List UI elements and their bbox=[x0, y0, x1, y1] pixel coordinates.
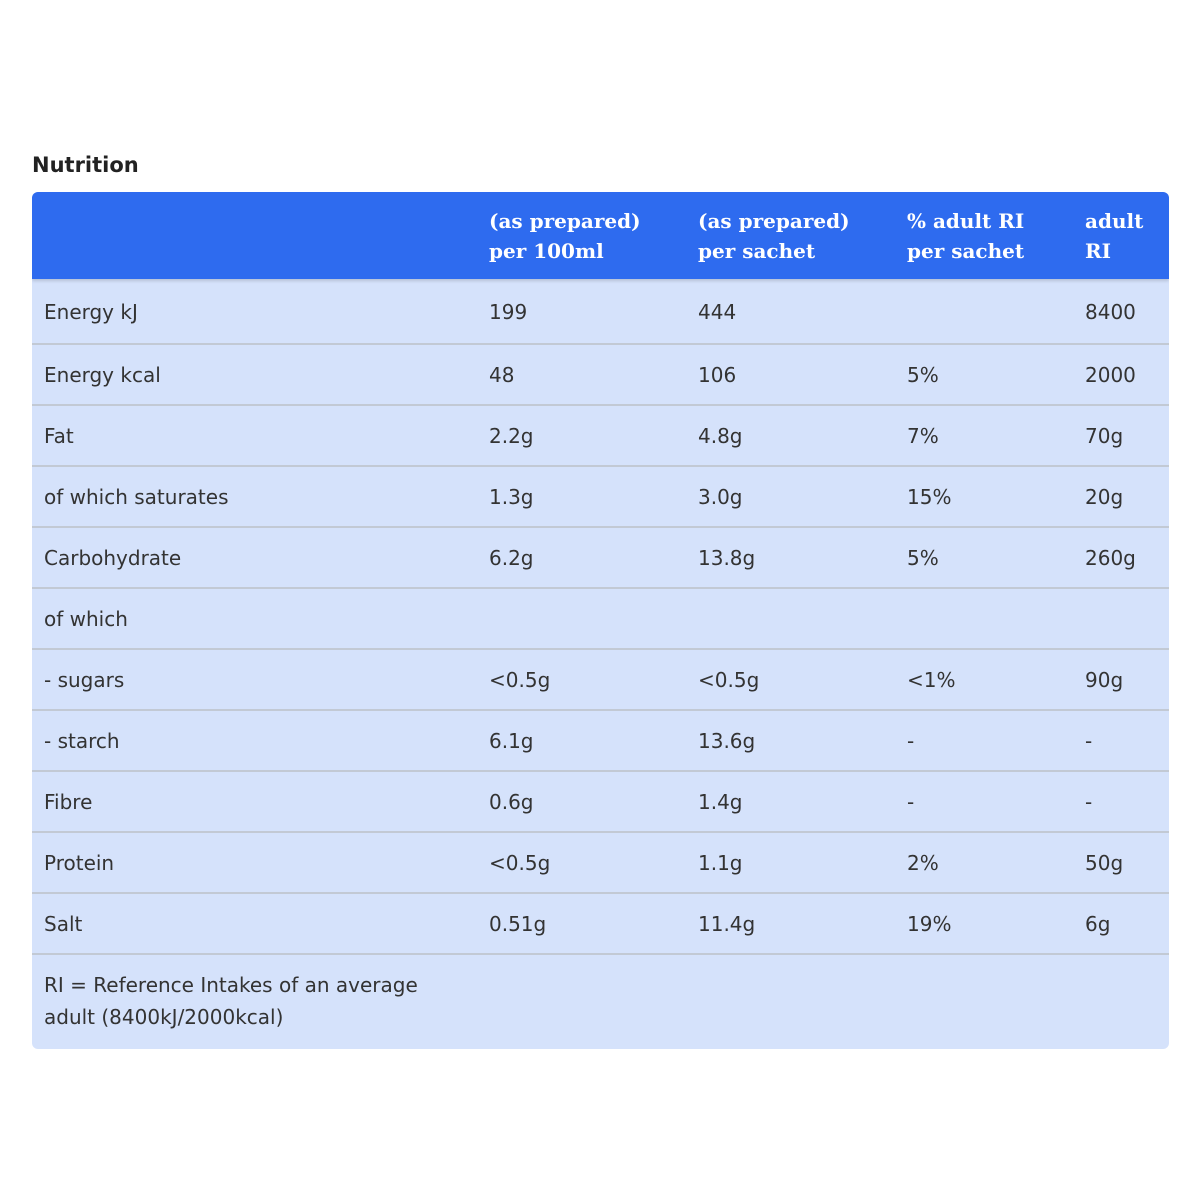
nutrient-name: Salt bbox=[32, 892, 477, 953]
value-per-100ml: 199 bbox=[489, 300, 528, 324]
value-adult-ri: 260g bbox=[1073, 526, 1169, 587]
header-line: % adult RI bbox=[907, 209, 1025, 233]
nutrient-name: of which bbox=[32, 587, 477, 648]
header-cell-adult-ri bbox=[1073, 192, 1169, 279]
value-adult-ri: 2000 bbox=[1073, 343, 1169, 404]
footnote-cell bbox=[32, 953, 477, 1049]
table-row bbox=[32, 343, 1169, 404]
table-row bbox=[32, 465, 1169, 526]
value-per-sachet: 11.4g bbox=[686, 892, 895, 953]
value-per-sachet: 1.4g bbox=[686, 770, 895, 831]
header-cell-per-100ml bbox=[477, 192, 686, 279]
value-per-sachet: 13.8g bbox=[686, 526, 895, 587]
value-per-100ml bbox=[477, 587, 686, 648]
value-percent-ri bbox=[895, 587, 1073, 648]
value-per-100ml: <0.5g bbox=[477, 831, 686, 892]
value-adult-ri: - bbox=[1073, 770, 1169, 831]
table-row bbox=[32, 770, 1169, 831]
header-line: per sachet bbox=[698, 239, 816, 263]
value-percent-ri bbox=[895, 279, 1073, 343]
nutrient-name: Energy kcal bbox=[32, 343, 477, 404]
table-row bbox=[32, 404, 1169, 465]
table-row bbox=[32, 831, 1169, 892]
value-percent-ri: 2% bbox=[895, 831, 1073, 892]
value-per-100ml: 2.2g bbox=[477, 404, 686, 465]
table-row bbox=[32, 526, 1169, 587]
nutrient-name: - starch bbox=[32, 709, 477, 770]
empty-cell bbox=[686, 953, 895, 1049]
value-per-sachet bbox=[686, 587, 895, 648]
value-percent-ri: 7% bbox=[895, 404, 1073, 465]
nutrient-name: - sugars bbox=[32, 648, 477, 709]
table-row bbox=[32, 648, 1169, 709]
value-adult-ri: 6g bbox=[1073, 892, 1169, 953]
value-adult-ri: 50g bbox=[1073, 831, 1169, 892]
value-per-sachet: 1.1g bbox=[686, 831, 895, 892]
value-percent-ri: 19% bbox=[895, 892, 1073, 953]
value-adult-ri: 90g bbox=[1073, 648, 1169, 709]
table-row bbox=[32, 892, 1169, 953]
value-per-100ml: 6.2g bbox=[477, 526, 686, 587]
value-adult-ri bbox=[1073, 587, 1169, 648]
value-per-100ml: 0.6g bbox=[477, 770, 686, 831]
header-cell-percent-ri bbox=[895, 192, 1073, 279]
empty-cell bbox=[477, 953, 686, 1049]
nutrient-name: Protein bbox=[32, 831, 477, 892]
footnote-row bbox=[32, 953, 1169, 1049]
nutrition-table bbox=[32, 192, 1169, 1049]
nutrient-name: Fat bbox=[32, 404, 477, 465]
value-adult-ri: 20g bbox=[1073, 465, 1169, 526]
value-percent-ri: 5% bbox=[895, 343, 1073, 404]
header-line: (as prepared) bbox=[489, 209, 641, 233]
empty-cell bbox=[1073, 953, 1169, 1049]
header-line: per sachet bbox=[907, 239, 1025, 263]
value-per-100ml: 0.51g bbox=[477, 892, 686, 953]
nutrient-name: Energy kJ bbox=[44, 300, 138, 324]
header-line: (as prepared) bbox=[698, 209, 850, 233]
value-percent-ri: - bbox=[895, 709, 1073, 770]
value-per-100ml: 1.3g bbox=[477, 465, 686, 526]
value-adult-ri: - bbox=[1073, 709, 1169, 770]
value-per-100ml: <0.5g bbox=[477, 648, 686, 709]
header-line: per 100ml bbox=[489, 239, 604, 263]
value-per-sachet: 3.0g bbox=[686, 465, 895, 526]
value-percent-ri: 15% bbox=[895, 465, 1073, 526]
value-per-sachet: 106 bbox=[686, 343, 895, 404]
table-body bbox=[32, 279, 1169, 1049]
nutrient-name: Fibre bbox=[32, 770, 477, 831]
value-per-sachet: <0.5g bbox=[686, 648, 895, 709]
value-per-sachet: 4.8g bbox=[686, 404, 895, 465]
ri-footnote: RI = Reference Intakes of an average adult (8400kJ/2000kcal) bbox=[44, 973, 418, 1029]
section-title: Nutrition bbox=[32, 153, 139, 177]
table-row bbox=[32, 709, 1169, 770]
header-row bbox=[32, 192, 1169, 279]
value-adult-ri: 70g bbox=[1073, 404, 1169, 465]
table-row bbox=[32, 587, 1169, 648]
header-cell-nutrient bbox=[32, 192, 477, 279]
value-percent-ri: <1% bbox=[895, 648, 1073, 709]
nutrient-name: Carbohydrate bbox=[32, 526, 477, 587]
table-row bbox=[32, 279, 1169, 343]
value-per-sachet: 444 bbox=[698, 300, 737, 324]
value-adult-ri: 8400 bbox=[1085, 300, 1136, 324]
value-percent-ri: - bbox=[895, 770, 1073, 831]
value-per-sachet: 13.6g bbox=[686, 709, 895, 770]
value-per-100ml: 48 bbox=[477, 343, 686, 404]
header-cell-per-sachet bbox=[686, 192, 895, 279]
value-per-100ml: 6.1g bbox=[477, 709, 686, 770]
header-line: RI bbox=[1085, 239, 1111, 263]
header-line: adult bbox=[1085, 209, 1144, 233]
table-header bbox=[32, 192, 1169, 279]
value-percent-ri: 5% bbox=[895, 526, 1073, 587]
empty-cell bbox=[895, 953, 1073, 1049]
nutrient-name: of which saturates bbox=[32, 465, 477, 526]
